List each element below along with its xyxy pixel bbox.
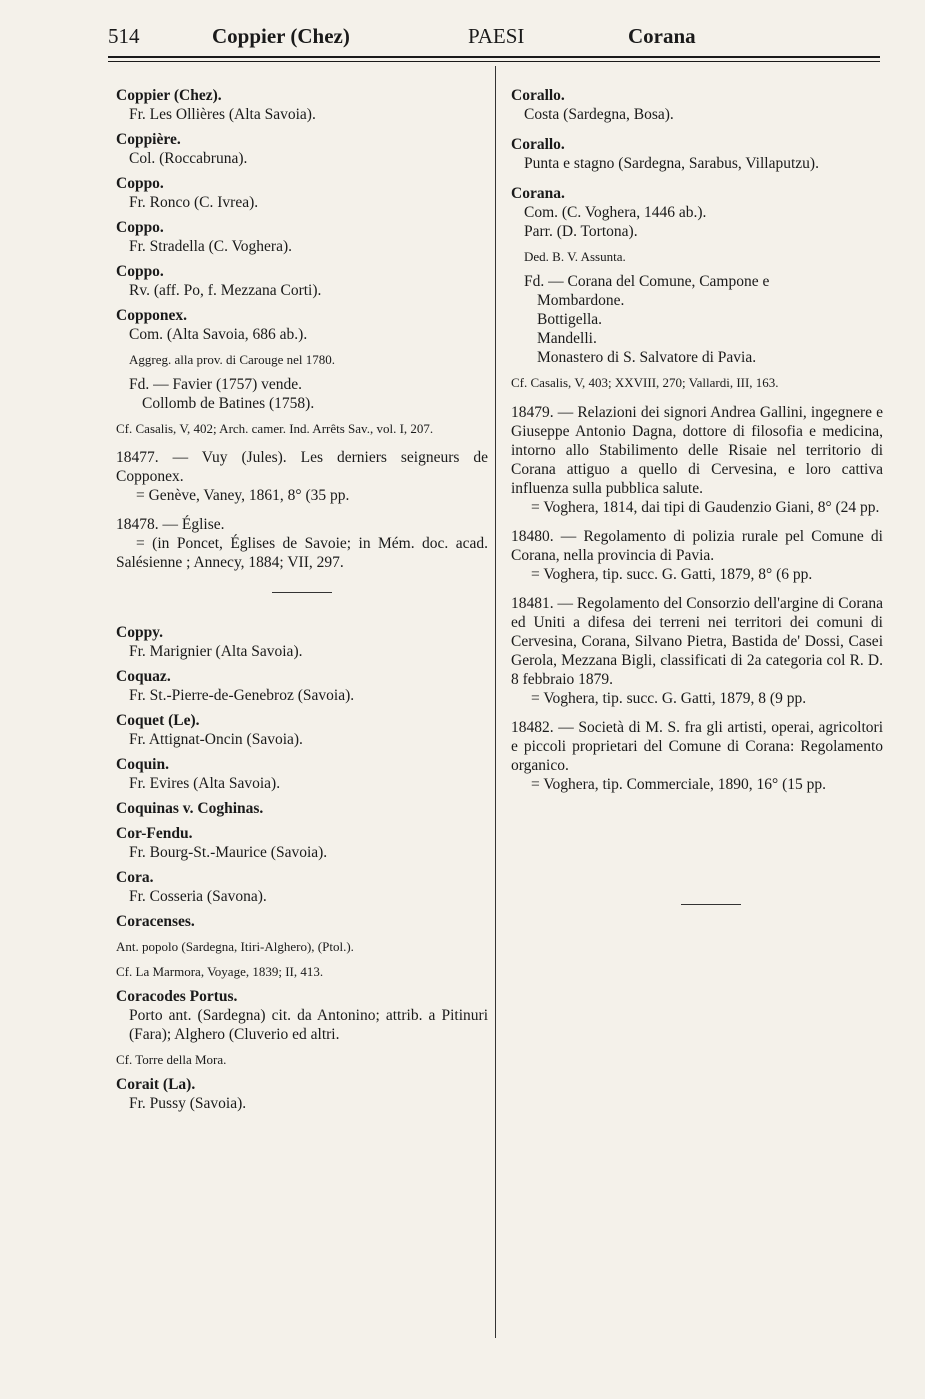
entry-line: Fr. Pussy (Savoia). (129, 1095, 247, 1112)
entry (116, 912, 488, 981)
catalog-item (116, 448, 488, 505)
entry-line: Rv. (aff. Po, f. Mezzana Corti). (129, 282, 322, 299)
entry (116, 262, 488, 300)
aggregation-note: Aggreg. alla prov. di Carouge nel 1780. (129, 352, 336, 367)
entry-line: Fr. Cosseria (Savona). (129, 888, 267, 905)
header-rule-thin (108, 61, 880, 62)
catalog-publication: = Genève, Vaney, 1861, 8° (35 pp. (136, 487, 350, 504)
catalog-publication: = Voghera, 1814, dai tipi di Gaudenzio Giani, 8° (24 pp. (531, 499, 880, 516)
entry (116, 130, 488, 168)
cf-note: Cf. Torre della Mora. (116, 1052, 227, 1067)
entry (116, 868, 488, 906)
catalog-publication: = Voghera, tip. succ. G. Gatti, 1879, 8 (9 pp. (531, 690, 807, 707)
entry-head: Coppo. (116, 219, 164, 236)
catalog-item (511, 718, 883, 794)
entry-head: Corana. (511, 185, 565, 202)
entry (511, 86, 883, 124)
entry-line: Fr. Bourg-St.-Maurice (Savoia). (129, 844, 328, 861)
entry-head: Copponex. (116, 307, 188, 324)
entry-line: Fr. Marignier (Alta Savoia). (129, 643, 303, 660)
catalog-item (511, 527, 883, 584)
entry-head: Corallo. (511, 136, 565, 153)
entry (116, 799, 488, 818)
page-number: 514 (108, 24, 140, 48)
entry (116, 306, 488, 438)
catalog-item (511, 594, 883, 708)
fd-line: Collomb de Batines (1758). (142, 395, 315, 412)
cf-note: Cf. Casalis, V, 402; Arch. camer. Ind. Arrêts Sav., vol. I, 207. (116, 421, 434, 436)
entry (116, 711, 488, 749)
entry (116, 218, 488, 256)
entry (116, 667, 488, 705)
dedication-note: Ded. B. V. Assunta. (524, 249, 626, 264)
entry-head: Corallo. (511, 87, 565, 104)
entry (116, 623, 488, 661)
entry-head: Coppo. (116, 263, 164, 280)
entry (116, 987, 488, 1069)
entry-line: Fr. Les Ollières (Alta Savoia). (129, 106, 316, 123)
entry-head: Coppière. (116, 131, 181, 148)
entry (116, 1075, 488, 1113)
fd-line: Mombardone. (537, 292, 625, 309)
entry-head: Coracodes Portus. (116, 988, 238, 1005)
entry-head: Coppier (Chez). (116, 87, 222, 104)
catalog-publication: = Voghera, tip. Commerciale, 1890, 16° (15 pp. (531, 776, 827, 793)
cf-note: Cf. Casalis, V, 403; XXVIII, 270; Vallardi, III, 163. (511, 375, 779, 390)
entry-head: Coquet (Le). (116, 712, 200, 729)
section-separator (681, 904, 741, 905)
entry-head: Cora. (116, 869, 154, 886)
entry-head: Coracenses. (116, 913, 195, 930)
entry-line: Col. (Roccabruna). (129, 150, 248, 167)
left-running-head: Coppier (Chez) (212, 24, 350, 48)
entry (116, 755, 488, 793)
entry-line: Parr. (D. Tortona). (524, 223, 638, 240)
entry-head: Coppy. (116, 624, 163, 641)
cf-note: Cf. La Marmora, Voyage, 1839; II, 413. (116, 964, 324, 979)
catalog-publication: = Voghera, tip. succ. G. Gatti, 1879, 8° (6 pp. (531, 566, 813, 583)
entry-head: Corait (La). (116, 1076, 196, 1093)
page-header (108, 24, 878, 52)
catalog-text: 18477. — Vuy (Jules). Les derniers seigneurs de Copponex. (116, 449, 488, 485)
fd-line: Fd. — Favier (1757) vende. (129, 376, 303, 393)
entry-head: Cor-Fendu. (116, 825, 193, 842)
left-column (116, 86, 488, 1119)
entry-line: Fr. Ronco (C. Ivrea). (129, 194, 259, 211)
entry-line: Porto ant. (Sardegna) cit. da Antonino; attrib. a Pitinuri (Fara); Alghero (Cluverio ed altri. (129, 1007, 488, 1043)
entry-line: Fr. Stradella (C. Voghera). (129, 238, 293, 255)
entry-line: Com. (C. Voghera, 1446 ab.). (524, 204, 707, 221)
catalog-text: 18480. — Regolamento di polizia rurale pel Comune di Corana, nella provincia di Pavia. (511, 528, 883, 564)
entry-head: Coquaz. (116, 668, 171, 685)
entry (511, 135, 883, 173)
catalog-text: 18479. — Relazioni dei signori Andrea Gallini, ingegnere e Giuseppe Antonio Dagna, dottore di filosofia e medicina, intorno allo Stabilimento delle Risaie nel territorio di Corana attiguo a quello di Cervesina, e loro cattiva influenza sulla pubblica salute. (511, 404, 883, 497)
fd-line: Mandelli. (537, 330, 597, 347)
entry-line: Fr. Evires (Alta Savoia). (129, 775, 281, 792)
entry-head: Coppo. (116, 175, 164, 192)
entry-line: Fr. St.-Pierre-de-Genebroz (Savoia). (129, 687, 355, 704)
entry-line: Punta e stagno (Sardegna, Sarabus, Villaputzu). (524, 155, 819, 172)
fd-line: Fd. — Corana del Comune, Campone e (524, 273, 770, 290)
catalog-item (116, 515, 488, 572)
catalog-text: 18482. — Società di M. S. fra gli artisti, operai, agricoltori e piccoli proprietari del Comune di Corana: Regolamento organico. (511, 719, 883, 774)
entry (116, 86, 488, 124)
catalog-publication: = (in Poncet, Églises de Savoie; in Mém. doc. acad. Salésienne ; Annecy, 1884; VII, 297. (116, 535, 488, 571)
fd-line: Monastero di S. Salvatore di Pavia. (537, 349, 757, 366)
column-divider (495, 66, 496, 1338)
right-column (511, 86, 883, 905)
catalog-text: 18478. — Église. (116, 516, 225, 533)
catalog-item (511, 403, 883, 517)
entry (116, 824, 488, 862)
center-running-head: PAESI (468, 24, 525, 48)
entry-note: Ant. popolo (Sardegna, Itiri-Alghero), (Ptol.). (116, 939, 354, 954)
right-running-head: Corana (628, 24, 696, 48)
entry-line: Com. (Alta Savoia, 686 ab.). (129, 326, 308, 343)
entry (116, 174, 488, 212)
entry-head: Coquinas v. Coghinas. (116, 800, 264, 817)
section-separator (272, 592, 332, 593)
entry-head: Coquin. (116, 756, 169, 773)
entry (511, 184, 883, 392)
catalog-text: 18481. — Regolamento del Consorzio dell'argine di Corana ed Uniti a difesa dei terreni nei territori dei comuni di Cervesina, Corana, Silvano Pietra, Bastida de' Dossi, Casei Gerola, Mezzana Bigli, classificati di 2a categoria col R. D. 8 febbraio 1879. (511, 595, 883, 688)
header-rule-thick (108, 56, 880, 58)
entry-line: Costa (Sardegna, Bosa). (524, 106, 674, 123)
entry-line: Fr. Attignat-Oncin (Savoia). (129, 731, 303, 748)
fd-line: Bottigella. (537, 311, 603, 328)
